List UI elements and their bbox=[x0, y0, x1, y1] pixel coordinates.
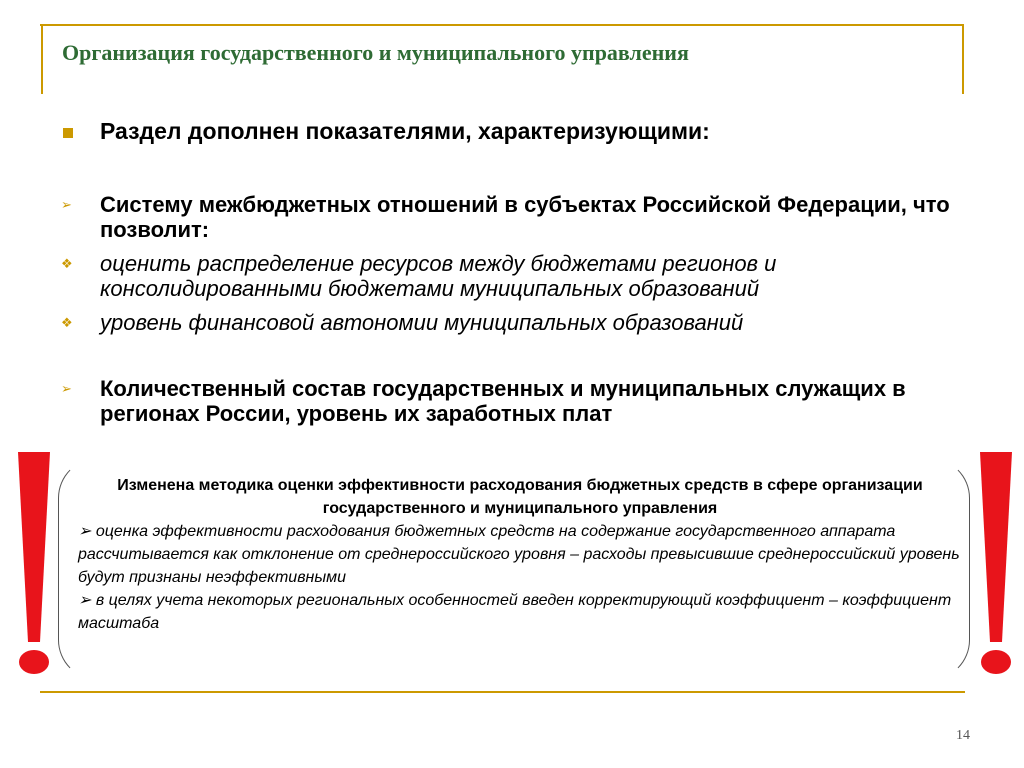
arrow-bullet-icon: ➢ bbox=[78, 592, 96, 609]
section-heading: Раздел дополнен показателями, характеризующими: bbox=[100, 118, 710, 144]
callout-item-2 bbox=[78, 589, 962, 635]
arrow-bullet-icon: ➢ bbox=[61, 198, 72, 213]
exclamation-icon bbox=[14, 452, 54, 680]
frame-left-line bbox=[41, 24, 43, 94]
square-bullet-icon bbox=[63, 128, 73, 138]
subpoint-resource-distribution: оценить распределение ресурсов между бюджетами регионов и консолидированными бюджетами муниципальных образований bbox=[100, 251, 777, 301]
arrow-bullet-icon: ➢ bbox=[61, 382, 72, 397]
callout-item-2-text: в целях учета некоторых региональных особенностей введен корректирующий коэффициент – коэффициент масштаба bbox=[78, 592, 952, 632]
frame-top-line bbox=[40, 24, 964, 26]
page-number: 14 bbox=[956, 728, 970, 743]
slide-title: Организация государственного и муниципального управления bbox=[62, 40, 689, 65]
callout-item-1 bbox=[78, 520, 962, 589]
callout-heading: Изменена методика оценки эффективности расходования бюджетных средств в сфере организации государственного и муниципального управления bbox=[117, 477, 923, 517]
callout-item-1-text: оценка эффективности расходования бюджетных средств на содержание государственного аппарата рассчитывается как отклонение от среднероссийского уровня – расходы превысившие среднероссийский уровень будут признаны неэффективными bbox=[78, 523, 960, 586]
frame-bottom-line bbox=[40, 691, 965, 693]
callout-content bbox=[78, 474, 962, 635]
subpoint-financial-autonomy: уровень финансовой автономии муниципальных образований bbox=[100, 310, 744, 335]
point-civil-servants: Количественный состав государственных и муниципальных служащих в регионах России, уровень их заработных плат bbox=[100, 376, 906, 426]
arrow-bullet-icon: ➢ bbox=[78, 523, 96, 540]
exclamation-icon bbox=[976, 452, 1016, 680]
point-interbudget: Систему межбюджетных отношений в субъектах Российской Федерации, что позволит: bbox=[100, 192, 950, 242]
frame-right-line bbox=[962, 24, 964, 94]
diamond-bullet-icon: ❖ bbox=[61, 316, 73, 331]
diamond-bullet-icon: ❖ bbox=[61, 257, 73, 272]
